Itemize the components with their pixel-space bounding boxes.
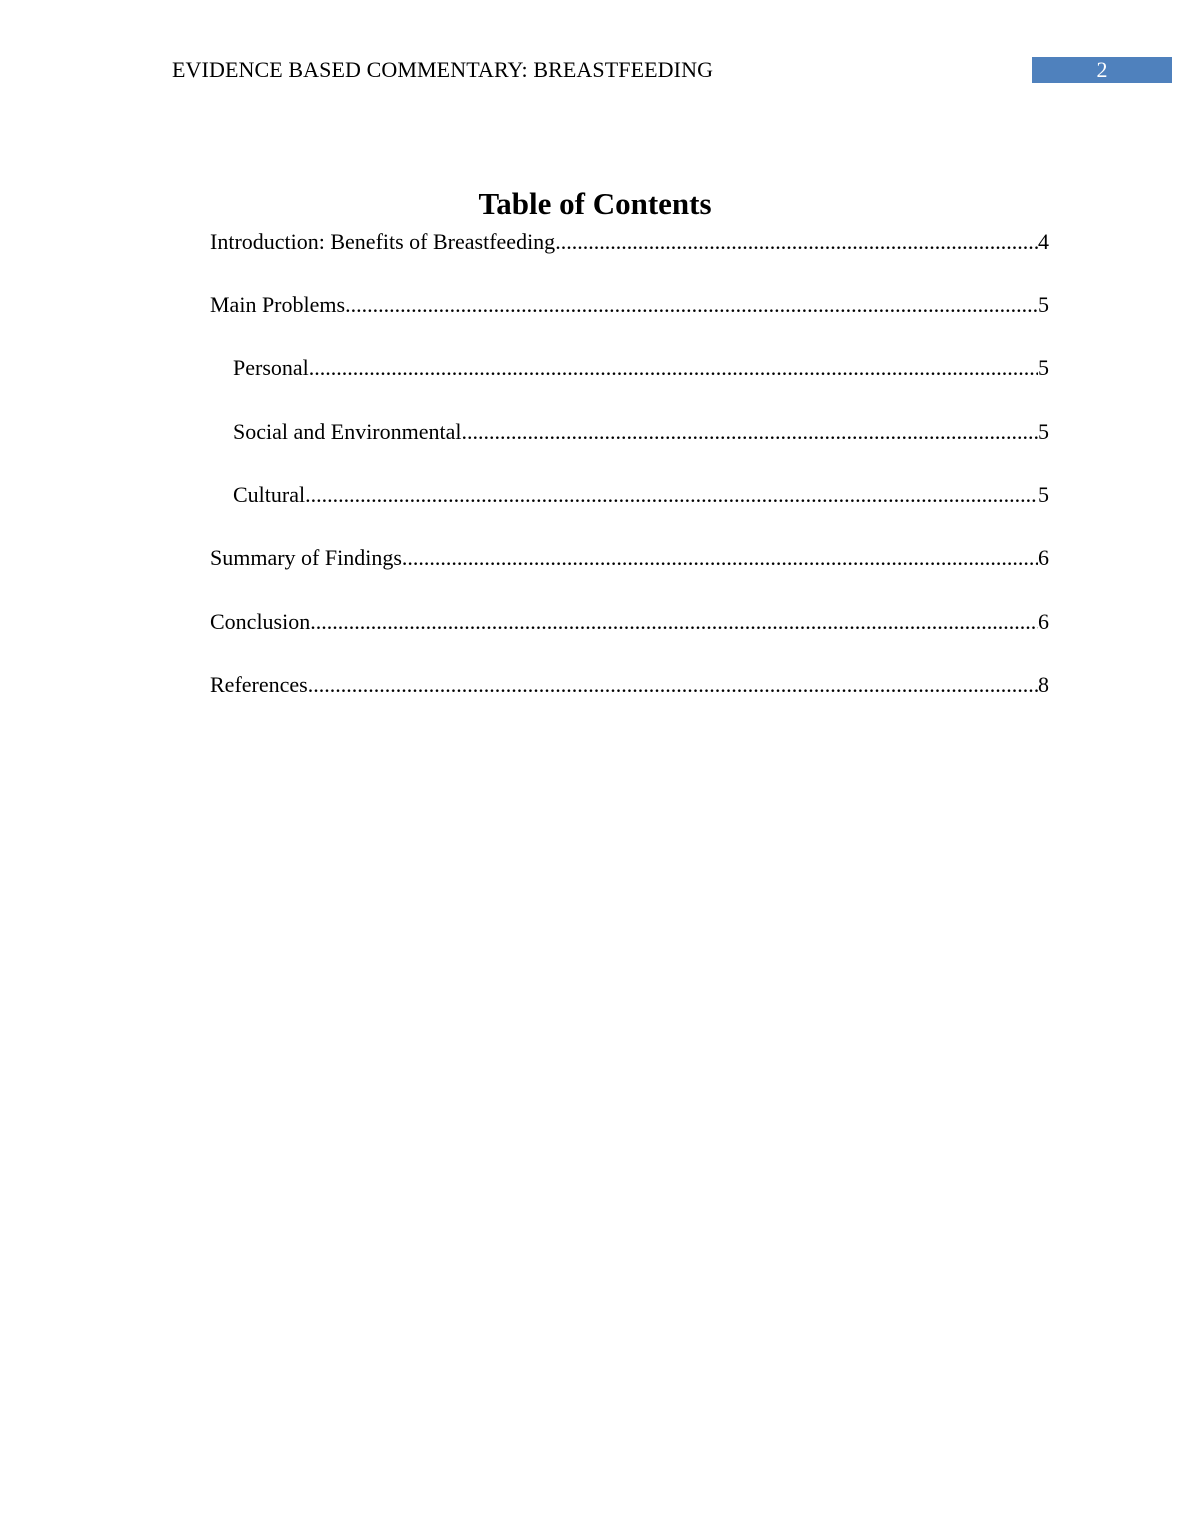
toc-entry-main-problems[interactable] <box>210 290 1049 320</box>
toc-entry-label: Summary of Findings <box>210 545 402 570</box>
toc-entry-cultural[interactable] <box>233 480 1049 510</box>
toc-entry-label: References <box>210 672 308 697</box>
toc-dot-leader <box>345 290 1038 320</box>
toc-entry-label: Introduction: Benefits of Breastfeeding <box>210 229 556 254</box>
toc-entry-page: 4 <box>1038 229 1049 254</box>
running-head: EVIDENCE BASED COMMENTARY: BREASTFEEDING <box>172 57 714 82</box>
toc-entry-page: 6 <box>1038 609 1049 634</box>
toc-entry-label: Cultural <box>233 482 306 507</box>
toc-dot-leader <box>555 227 1038 257</box>
toc-dot-leader <box>308 670 1038 700</box>
toc-entry-introduction[interactable] <box>210 227 1049 257</box>
toc-entry-references[interactable] <box>210 670 1049 700</box>
toc-entry-personal[interactable] <box>233 353 1049 383</box>
toc-entry-label: Main Problems <box>210 292 346 317</box>
toc-entry-page: 6 <box>1038 545 1049 570</box>
toc-entry-summary-of-findings[interactable] <box>210 543 1049 573</box>
toc-entry-page: 5 <box>1038 292 1049 317</box>
toc-dot-leader <box>402 543 1038 573</box>
toc-entry-label: Personal <box>233 355 309 380</box>
toc-entry-label: Conclusion <box>210 609 311 634</box>
toc-dot-leader <box>310 607 1038 637</box>
toc-entry-page: 8 <box>1038 672 1049 697</box>
toc-dot-leader <box>309 353 1038 383</box>
toc-entry-page: 5 <box>1038 355 1049 380</box>
toc-entry-label: Social and Environmental <box>233 419 462 444</box>
toc-title: Table of Contents <box>478 186 712 221</box>
toc-entry-page: 5 <box>1038 419 1049 444</box>
toc-entry-conclusion[interactable] <box>210 607 1049 637</box>
toc-dot-leader <box>462 417 1039 447</box>
toc-entry-page: 5 <box>1038 482 1049 507</box>
page-number: 2 <box>1096 57 1108 82</box>
toc-dot-leader <box>305 480 1038 510</box>
page-number-badge <box>1032 57 1172 83</box>
toc-entry-social-environmental[interactable] <box>233 417 1049 447</box>
